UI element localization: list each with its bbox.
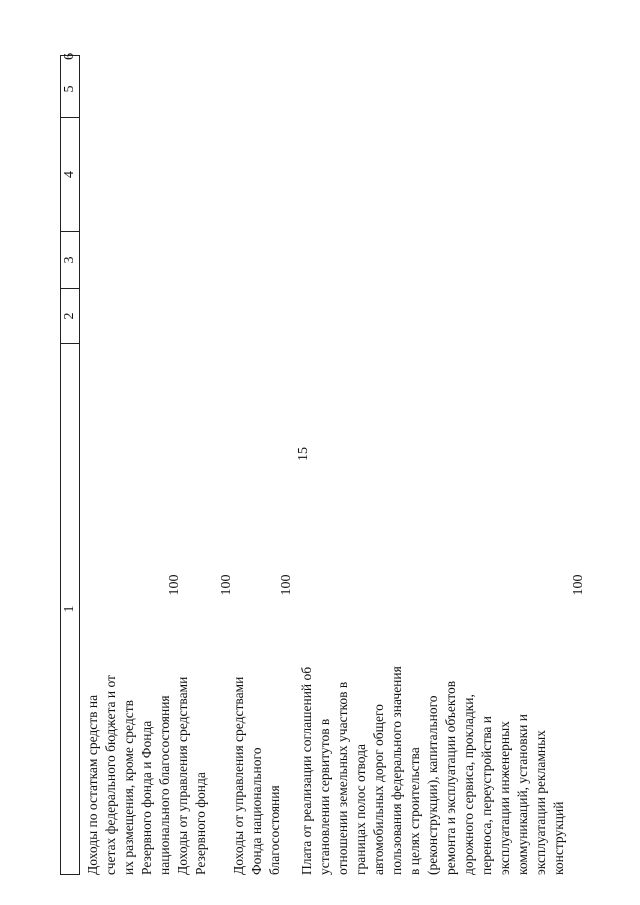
table-row-value: 100 [167, 574, 182, 596]
row-text-line: переноса, переустройства и [479, 715, 494, 875]
column-divider [61, 117, 79, 118]
row-text-line: Доходы от управления средствами [175, 676, 190, 875]
column-divider [61, 343, 79, 344]
row-text-line: (реконструкции), капитального [425, 695, 440, 875]
row-text-line: автомобильных дорог общего [371, 704, 386, 875]
table-row-text [230, 645, 284, 875]
row-text-line: Резервного фонда и Фонда [139, 720, 154, 875]
table-row-text [174, 645, 210, 875]
column-header-2: 2 [62, 312, 77, 320]
table-row-value: 100 [571, 574, 586, 596]
row-text-line: Доходы от управления средствами [231, 676, 246, 875]
row-text-line: отношении земельных участков в [335, 681, 350, 875]
row-text-line: Плата от реализации соглашений об [299, 666, 314, 875]
column-header-5: 5 [62, 85, 77, 93]
row-text-line: эксплуатации рекламных [533, 730, 548, 875]
table-row-value: 100 [219, 574, 234, 596]
table-row-text [298, 645, 568, 875]
row-text-line: пользования федерального значения [389, 666, 404, 875]
page-number: 15 [296, 447, 311, 461]
row-text-line: в целях строительства [407, 747, 422, 875]
row-text-line: их размещения, кроме средств [121, 700, 136, 875]
table-row-text [84, 645, 174, 875]
row-text-line: счетах федерального бюджета и от [103, 675, 118, 875]
row-text-line: коммуникаций, установки и [515, 714, 530, 875]
row-text-line: ремонта и эксплуатации объектов [443, 680, 458, 875]
table-header-row [60, 55, 80, 875]
row-text-line: благосостояния [267, 785, 282, 875]
row-text-line: эксплуатации инженерных [497, 721, 512, 875]
row-text-line: Доходы по остаткам средств на [85, 694, 100, 875]
row-text-line: границах полос отвода [353, 743, 368, 875]
column-header-1: 1 [62, 605, 77, 613]
column-header-3: 3 [62, 256, 77, 264]
row-text-line: конструкций [551, 801, 566, 875]
column-header-6: 6 [62, 53, 77, 60]
row-text-line: Резервного фонда [193, 772, 208, 875]
table-row-value: 100 [279, 574, 294, 596]
column-divider [61, 231, 79, 232]
column-header-4: 4 [62, 171, 77, 178]
row-text-line: Фонда национального [249, 747, 264, 875]
row-text-line: дорожного сервиса, прокладки, [461, 694, 476, 875]
column-divider [61, 288, 79, 289]
row-text-line: установлении сервитутов в [317, 718, 332, 875]
row-text-line: национального благосостояния [157, 695, 172, 875]
